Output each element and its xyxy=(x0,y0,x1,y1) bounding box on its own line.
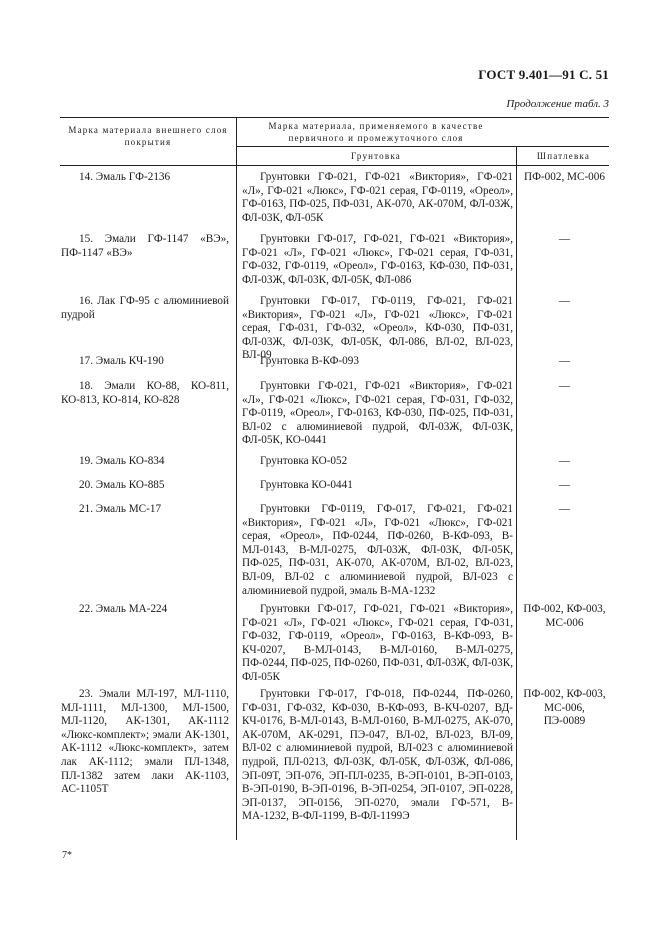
footer-mark: 7* xyxy=(62,850,72,861)
putty-cell: — xyxy=(558,455,571,467)
material-cell: 14. Эмаль ГФ-2136 xyxy=(79,171,171,183)
putty-cell: ПФ-002, МС-006 xyxy=(524,171,605,183)
material-cell: 18. Эмали КО-88, КО-811, КО-813, КО-814, КО-828 xyxy=(61,380,229,406)
column-header-putty: Шпатлевка xyxy=(536,151,591,161)
table-col-divider-2 xyxy=(516,146,517,840)
column-header-primer: Грунтовка xyxy=(351,151,401,161)
putty-cell: — xyxy=(558,380,571,392)
primer-cell: Грунтовка В-КФ-093 xyxy=(260,355,359,367)
putty-cell: ПФ-002, КФ-003, МС-006 xyxy=(523,603,606,629)
table-top-rule xyxy=(60,117,609,118)
primer-cell: Грунтовки ГФ-0119, ГФ-017, ГФ-021, ГФ-021 «Виктория», ГФ-021 «Л», ГФ-021 «Люкс», ГФ-021 серая, «Ореол», ПФ-0244, ПФ-0260, В-КФ-093, В-МЛ-0143, В-МЛ-0275, ФЛ-03Ж, ФЛ-03К, ФЛ-05К, ПФ-025, ПФ-031, АК-070, АК-070М, ВЛ-02, ВЛ-023, ВЛ-09, ВЛ-02 с алюминиевой пудрой, ВЛ-023 с алюминиевой пудрой, эмаль В-МА-1232 xyxy=(242,503,513,597)
primer-cell: Грунтовки ГФ-017, ГФ-021, ГФ-021 «Виктория», ГФ-021 «Л», ГФ-021 «Люкс», ГФ-021 серая, ГФ-031, ГФ-032, ГФ-0119, «Ореол», ГФ-0163, В-КФ-093, В-КЧ-0207, В-МЛ-0143, В-МЛ-0160, В-МЛ-0275, ПФ-0244, ПФ-025, ПФ-0260, ПФ-031, ФЛ-03Ж, ФЛ-03К, ФЛ-05К xyxy=(242,603,513,683)
putty-cell: — xyxy=(558,355,571,367)
putty-cell: — xyxy=(558,233,571,245)
primer-cell: Грунтовки ГФ-017, ГФ-018, ПФ-0244, ПФ-0260, ГФ-031, ГФ-032, КФ-030, В-КФ-093, В-КЧ-0207, ВД-КЧ-0176, В-МЛ-0143, В-МЛ-0160, В-МЛ-0275, АК-070, АК-070М, АК-0291, ПЭ-047, ВЛ-02, ВЛ-023, ВЛ-09, ВЛ-02 с алюминиевой пудрой, ВЛ-023 с алюминиевой пудрой, ПЛ-0213, ФЛ-03К, ФЛ-05К, ФЛ-03Ж, ФЛ-086, ЭП-09Т, ЭП-076, ЭП-ПЛ-0235, В-ЭП-0101, В-ЭП-0103, В-ЭП-0190, В-ЭП-0196, В-ЭП-0254, ЭП-0107, ЭП-0228, ЭП-0137, ЭП-0156, ЭП-0270, эмали ГФ-571, В-МА-1232, В-ФЛ-1199, В-ФЛ-1199Э xyxy=(242,688,513,823)
putty-cell: — xyxy=(558,295,571,307)
table-col-divider-1 xyxy=(236,117,237,840)
primer-cell: Грунтовки ГФ-021, ГФ-021 «Виктория», ГФ-021 «Л», ГФ-021 «Люкс», ГФ-021 серая, ГФ-031, ГФ-032, ГФ-0119, «Ореол», ГФ-0163, КФ-030, ПФ-025, ПФ-031, ВЛ-02 с алюминиевой пудрой, ФЛ-03Ж, ФЛ-03К, ФЛ-05К, КО-0441 xyxy=(242,380,513,447)
column-header-material: Марка материала внешнего слоя покрытия xyxy=(68,125,228,147)
primer-cell: Грунтовка КО-052 xyxy=(260,455,348,467)
material-cell: 21. Эмаль МС-17 xyxy=(79,503,162,515)
table-header-bottom-rule xyxy=(60,165,609,166)
primer-cell: Грунтовка КО-0441 xyxy=(260,479,353,491)
putty-cell: ПФ-002, КФ-003, МС-006, ПЭ-0089 xyxy=(523,688,606,728)
material-cell: 19. Эмаль КО-834 xyxy=(79,455,165,467)
material-cell: 17. Эмаль КЧ-190 xyxy=(79,355,164,367)
primer-cell: Грунтовки ГФ-021, ГФ-021 «Виктория», ГФ-021 «Л», ГФ-021 «Люкс», ГФ-021 серая, ГФ-0119, «Ореол», ГФ-0163, ПФ-025, ПФ-031, АК-070, АК-070М, ФЛ-03Ж, ФЛ-03К, ФЛ-05К xyxy=(242,171,513,224)
table-header-rule xyxy=(236,146,609,147)
material-cell: 16. Лак ГФ-95 с алюминиевой пудрой xyxy=(61,295,229,321)
putty-cell: — xyxy=(558,479,571,491)
column-header-primary-layer: Марка материала, применяемого в качестве первичного и промежуточного слоя xyxy=(268,121,484,143)
material-cell: 20. Эмаль КО-885 xyxy=(79,479,165,491)
table-continuation-label: Продолжение табл. 3 xyxy=(506,98,609,110)
primer-cell: Грунтовки ГФ-017, ГФ-0119, ГФ-021, ГФ-021 «Виктория», ГФ-021 «Л», ГФ-021 «Люкс», ГФ-021 серая, ГФ-031, ГФ-032, «Ореол», КФ-030, ПФ-031, ФЛ-03Ж, ФЛ-03К, ФЛ-05К, ФЛ-086, ВЛ-02, ВЛ-023, ВЛ-09 xyxy=(242,295,513,362)
material-cell: 23. Эмали МЛ-197, МЛ-1110, МЛ-1111, МЛ-1300, МЛ-1500, МЛ-1120, АК-1301, АК-1112 «Люкс-комплект»; эмали АК-1301, АК-1112 «Люкс-комплект», затем лак АК-1112; эмали ПЛ-1348, ПЛ-1382 затем лаки АК-1103, АС-1105Т xyxy=(61,688,229,796)
material-cell: 15. Эмали ГФ-1147 «ВЭ», ПФ-1147 «ВЭ» xyxy=(61,233,229,259)
page-header: ГОСТ 9.401—91 С. 51 xyxy=(478,67,609,82)
material-cell: 22. Эмаль МА-224 xyxy=(79,603,168,615)
putty-cell: — xyxy=(558,503,571,515)
primer-cell: Грунтовки ГФ-017, ГФ-021, ГФ-021 «Виктория», ГФ-021 «Л», ГФ-021 «Люкс», ГФ-021 серая, ГФ-031, ГФ-032, ГФ-0119, «Ореол», ГФ-0163, КФ-030, ПФ-031, ФЛ-03Ж, ФЛ-03К, ФЛ-05К, ФЛ-086 xyxy=(242,233,513,286)
